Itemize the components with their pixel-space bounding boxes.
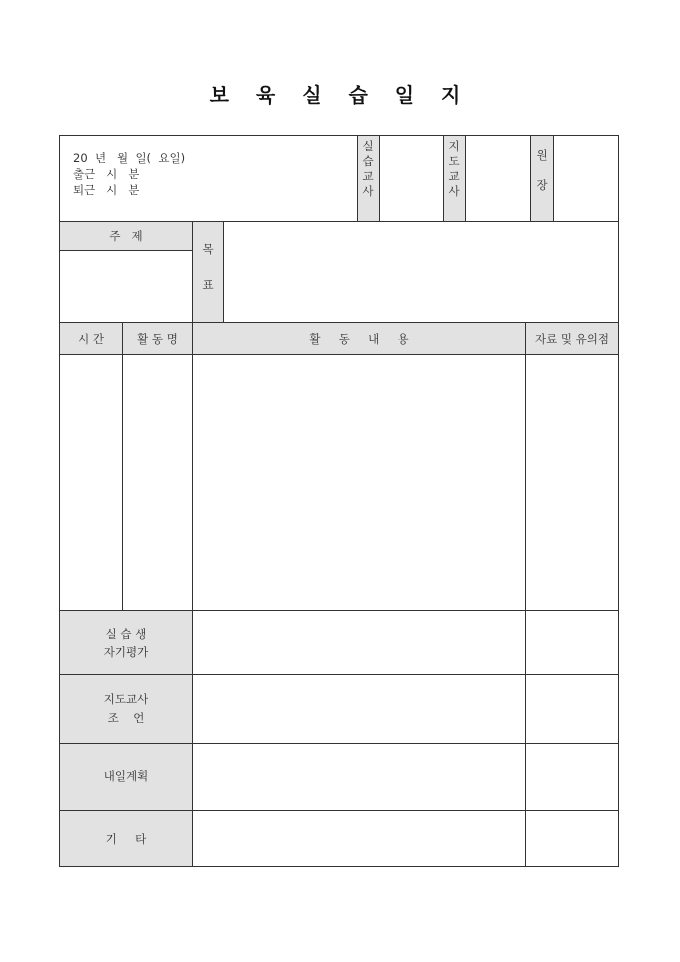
date-line: 20 년 월 일( 요일) <box>73 151 186 165</box>
table-border-bottom <box>59 866 619 867</box>
divider-sign-5 <box>530 135 531 222</box>
advice-label: 지도교사 조 언 <box>103 692 149 725</box>
column-materials: 자료 및 유의점 <box>535 332 609 346</box>
etc-label: 기 타 <box>105 832 147 846</box>
clock-in-line: 출근 시 분 <box>73 167 140 181</box>
clock-out-line: 퇴근 시 분 <box>73 183 140 197</box>
divider-time <box>122 322 123 611</box>
divider-goal <box>59 322 619 323</box>
divider-materials <box>525 322 526 867</box>
divider-activity <box>59 610 619 611</box>
tomorrow-label: 내일계획 <box>103 769 149 783</box>
table-border-top <box>59 135 619 136</box>
goal-label: 목 표 <box>202 242 214 292</box>
divider-tomorrow <box>59 810 619 811</box>
divider-topic-goal <box>192 221 193 867</box>
divider-columns <box>59 354 619 355</box>
sign-trainee-label: 실 습 교 사 <box>362 139 374 198</box>
divider-goal-label <box>223 221 224 323</box>
divider-self-eval <box>59 674 619 675</box>
topic-label: 주 제 <box>109 229 143 243</box>
divider-sign-2 <box>379 135 380 222</box>
column-activity-name: 활 동 명 <box>137 332 178 346</box>
divider-sign-4 <box>465 135 466 222</box>
table-border-left <box>59 135 60 867</box>
sign-director-label: 원 장 <box>536 148 548 192</box>
divider-advice <box>59 743 619 744</box>
sign-teacher-label: 지 도 교 사 <box>448 139 460 198</box>
page-title: 보 육 실 습 일 지 <box>209 83 471 107</box>
divider-header <box>59 221 619 222</box>
divider-sign-6 <box>553 135 554 222</box>
divider-sign-1 <box>357 135 358 222</box>
divider-sign-3 <box>443 135 444 222</box>
table-border-right <box>618 135 619 867</box>
column-activity-content: 활 동 내 용 <box>309 332 409 346</box>
self-eval-label: 실 습 생 자기평가 <box>103 627 149 659</box>
divider-topic <box>59 250 193 251</box>
column-time: 시 간 <box>78 332 104 346</box>
